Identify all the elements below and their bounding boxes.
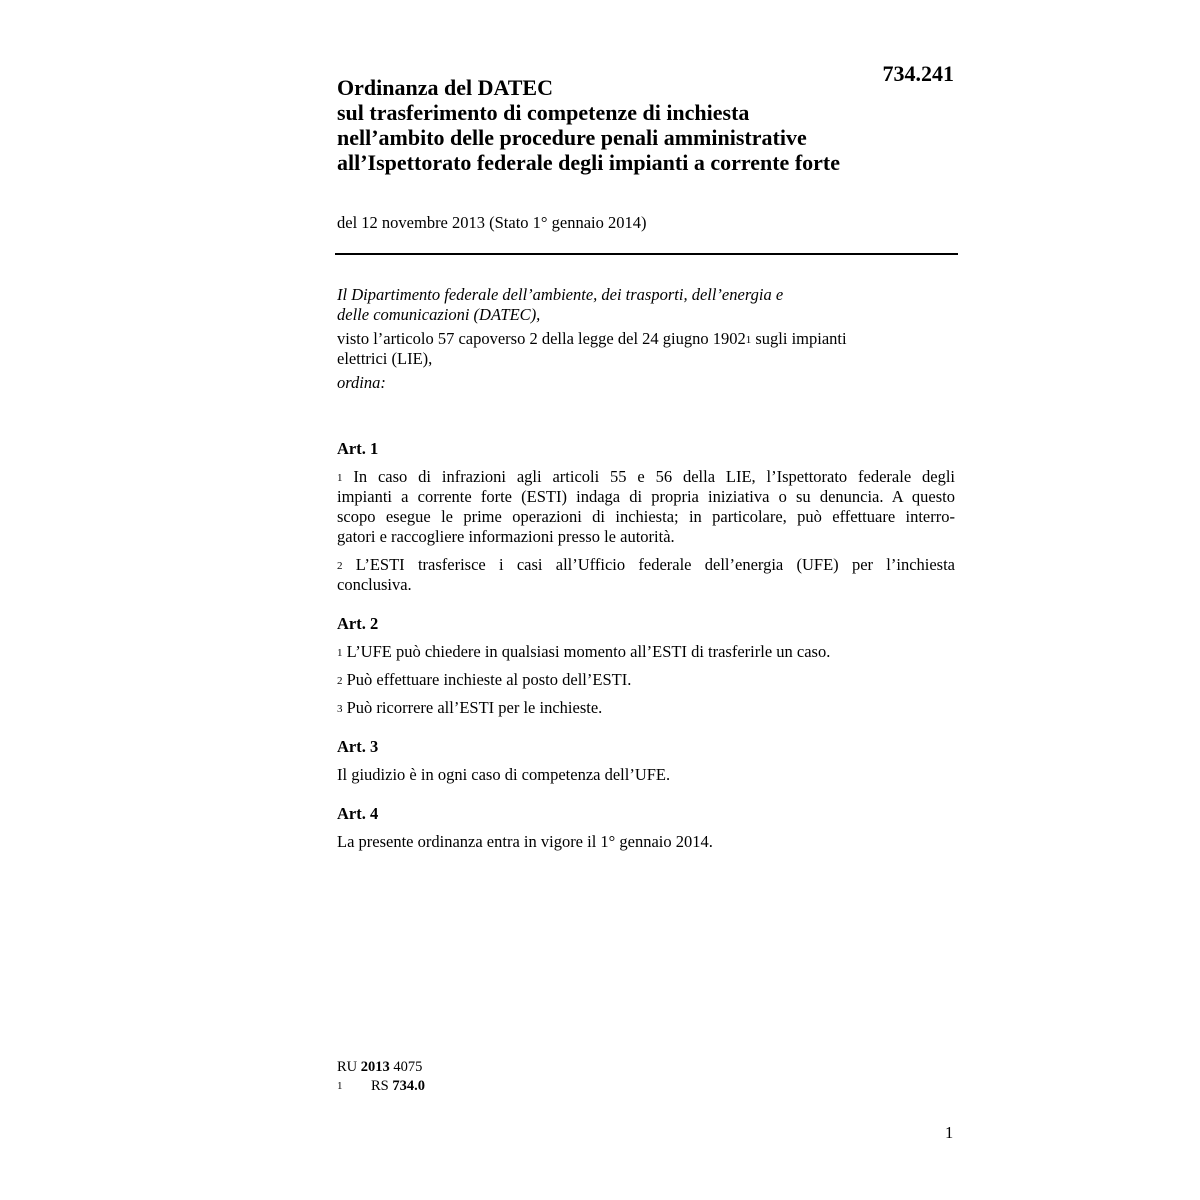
paragraph-number: 1	[337, 647, 343, 659]
paragraph-number: 2	[337, 675, 343, 687]
footnote	[337, 1077, 425, 1096]
paragraph-number: 1	[337, 472, 343, 484]
title-line: all’Ispettorato federale degli impianti a corrente forte	[337, 150, 841, 175]
paragraph-line: conclusiva.	[337, 575, 412, 594]
article	[337, 737, 955, 785]
title-line: nell’ambito delle procedure penali amministrative	[337, 125, 807, 150]
paragraph	[337, 467, 955, 547]
paragraph-line: scopo esegue le prime operazioni di inchiesta; in particolare, può effettuare interro-	[337, 507, 955, 526]
paragraph-number: 2	[337, 560, 343, 572]
paragraph	[337, 555, 955, 595]
line-text: L’UFE può chiedere in qualsiasi momento all’ESTI di trasferirle un caso.	[346, 642, 831, 661]
line-text: Può effettuare inchieste al posto dell’ESTI.	[346, 670, 632, 689]
title-line: sul trasferimento di competenze di inchiesta	[337, 100, 750, 125]
paragraph-line: impianti a corrente forte (ESTI) indaga di propria iniziativa o su denuncia. A questo	[337, 487, 955, 506]
title-line: Ordinanza del DATEC	[337, 75, 553, 100]
legal-basis-text: sugli impianti	[751, 329, 847, 348]
official-compilation-ref	[337, 1058, 425, 1077]
legal-basis: elettrici (LIE),	[337, 349, 433, 368]
sr-number: 734.241	[882, 61, 954, 86]
authority-line: delle comunicazioni (DATEC),	[337, 305, 541, 324]
footnotes	[337, 1058, 425, 1096]
article-title: Art. 1	[337, 439, 379, 458]
paragraph	[337, 670, 955, 690]
preamble	[337, 285, 957, 393]
footnote-ref[interactable]: 1	[745, 334, 752, 346]
page-number: 1	[945, 1123, 954, 1142]
articles	[337, 439, 955, 871]
article	[337, 804, 955, 852]
legal-basis-text: visto l’articolo 57 capoverso 2 della legge del 24 giugno 1902	[337, 329, 746, 348]
article	[337, 439, 955, 595]
line-text: Può ricorrere all’ESTI per le inchieste.	[346, 698, 603, 717]
authority-line: Il Dipartimento federale dell’ambiente, dei trasporti, dell’energia e	[337, 285, 784, 304]
line-text: In caso di infrazioni agli articoli 55 e 56 della LIE, l’Ispettorato federale degli	[353, 467, 956, 486]
paragraph-line	[337, 467, 955, 487]
paragraph: Il giudizio è in ogni caso di competenza dell’UFE.	[337, 765, 671, 784]
article-title: Art. 4	[337, 804, 379, 823]
ru-year: 2013	[360, 1059, 390, 1075]
line-text: L’ESTI trasferisce i casi all’Ufficio federale dell’energia (UFE) per l’inchiesta	[355, 555, 956, 574]
article	[337, 614, 955, 718]
paragraph-line: gatori e raccogliere informazioni presso le autorità.	[337, 527, 675, 546]
ru-prefix: RU	[337, 1059, 361, 1075]
ordina: ordina:	[337, 373, 386, 392]
paragraph: La presente ordinanza entra in vigore il 1° gennaio 2014.	[337, 832, 713, 851]
rs-number[interactable]: 734.0	[392, 1078, 425, 1094]
paragraph	[337, 698, 955, 718]
paragraph	[337, 642, 955, 662]
header-divider	[335, 253, 958, 255]
rs-prefix: RS	[371, 1078, 393, 1094]
paragraph-line	[337, 555, 955, 575]
ru-page: 4075	[389, 1059, 423, 1075]
ordinance-title	[337, 75, 937, 175]
article-title: Art. 2	[337, 614, 379, 633]
legal-basis	[337, 329, 957, 349]
footnote-number: 1	[337, 1080, 343, 1092]
paragraph-number: 3	[337, 703, 343, 715]
date-line: del 12 novembre 2013 (Stato 1° gennaio 2014)	[337, 213, 647, 232]
article-title: Art. 3	[337, 737, 379, 756]
